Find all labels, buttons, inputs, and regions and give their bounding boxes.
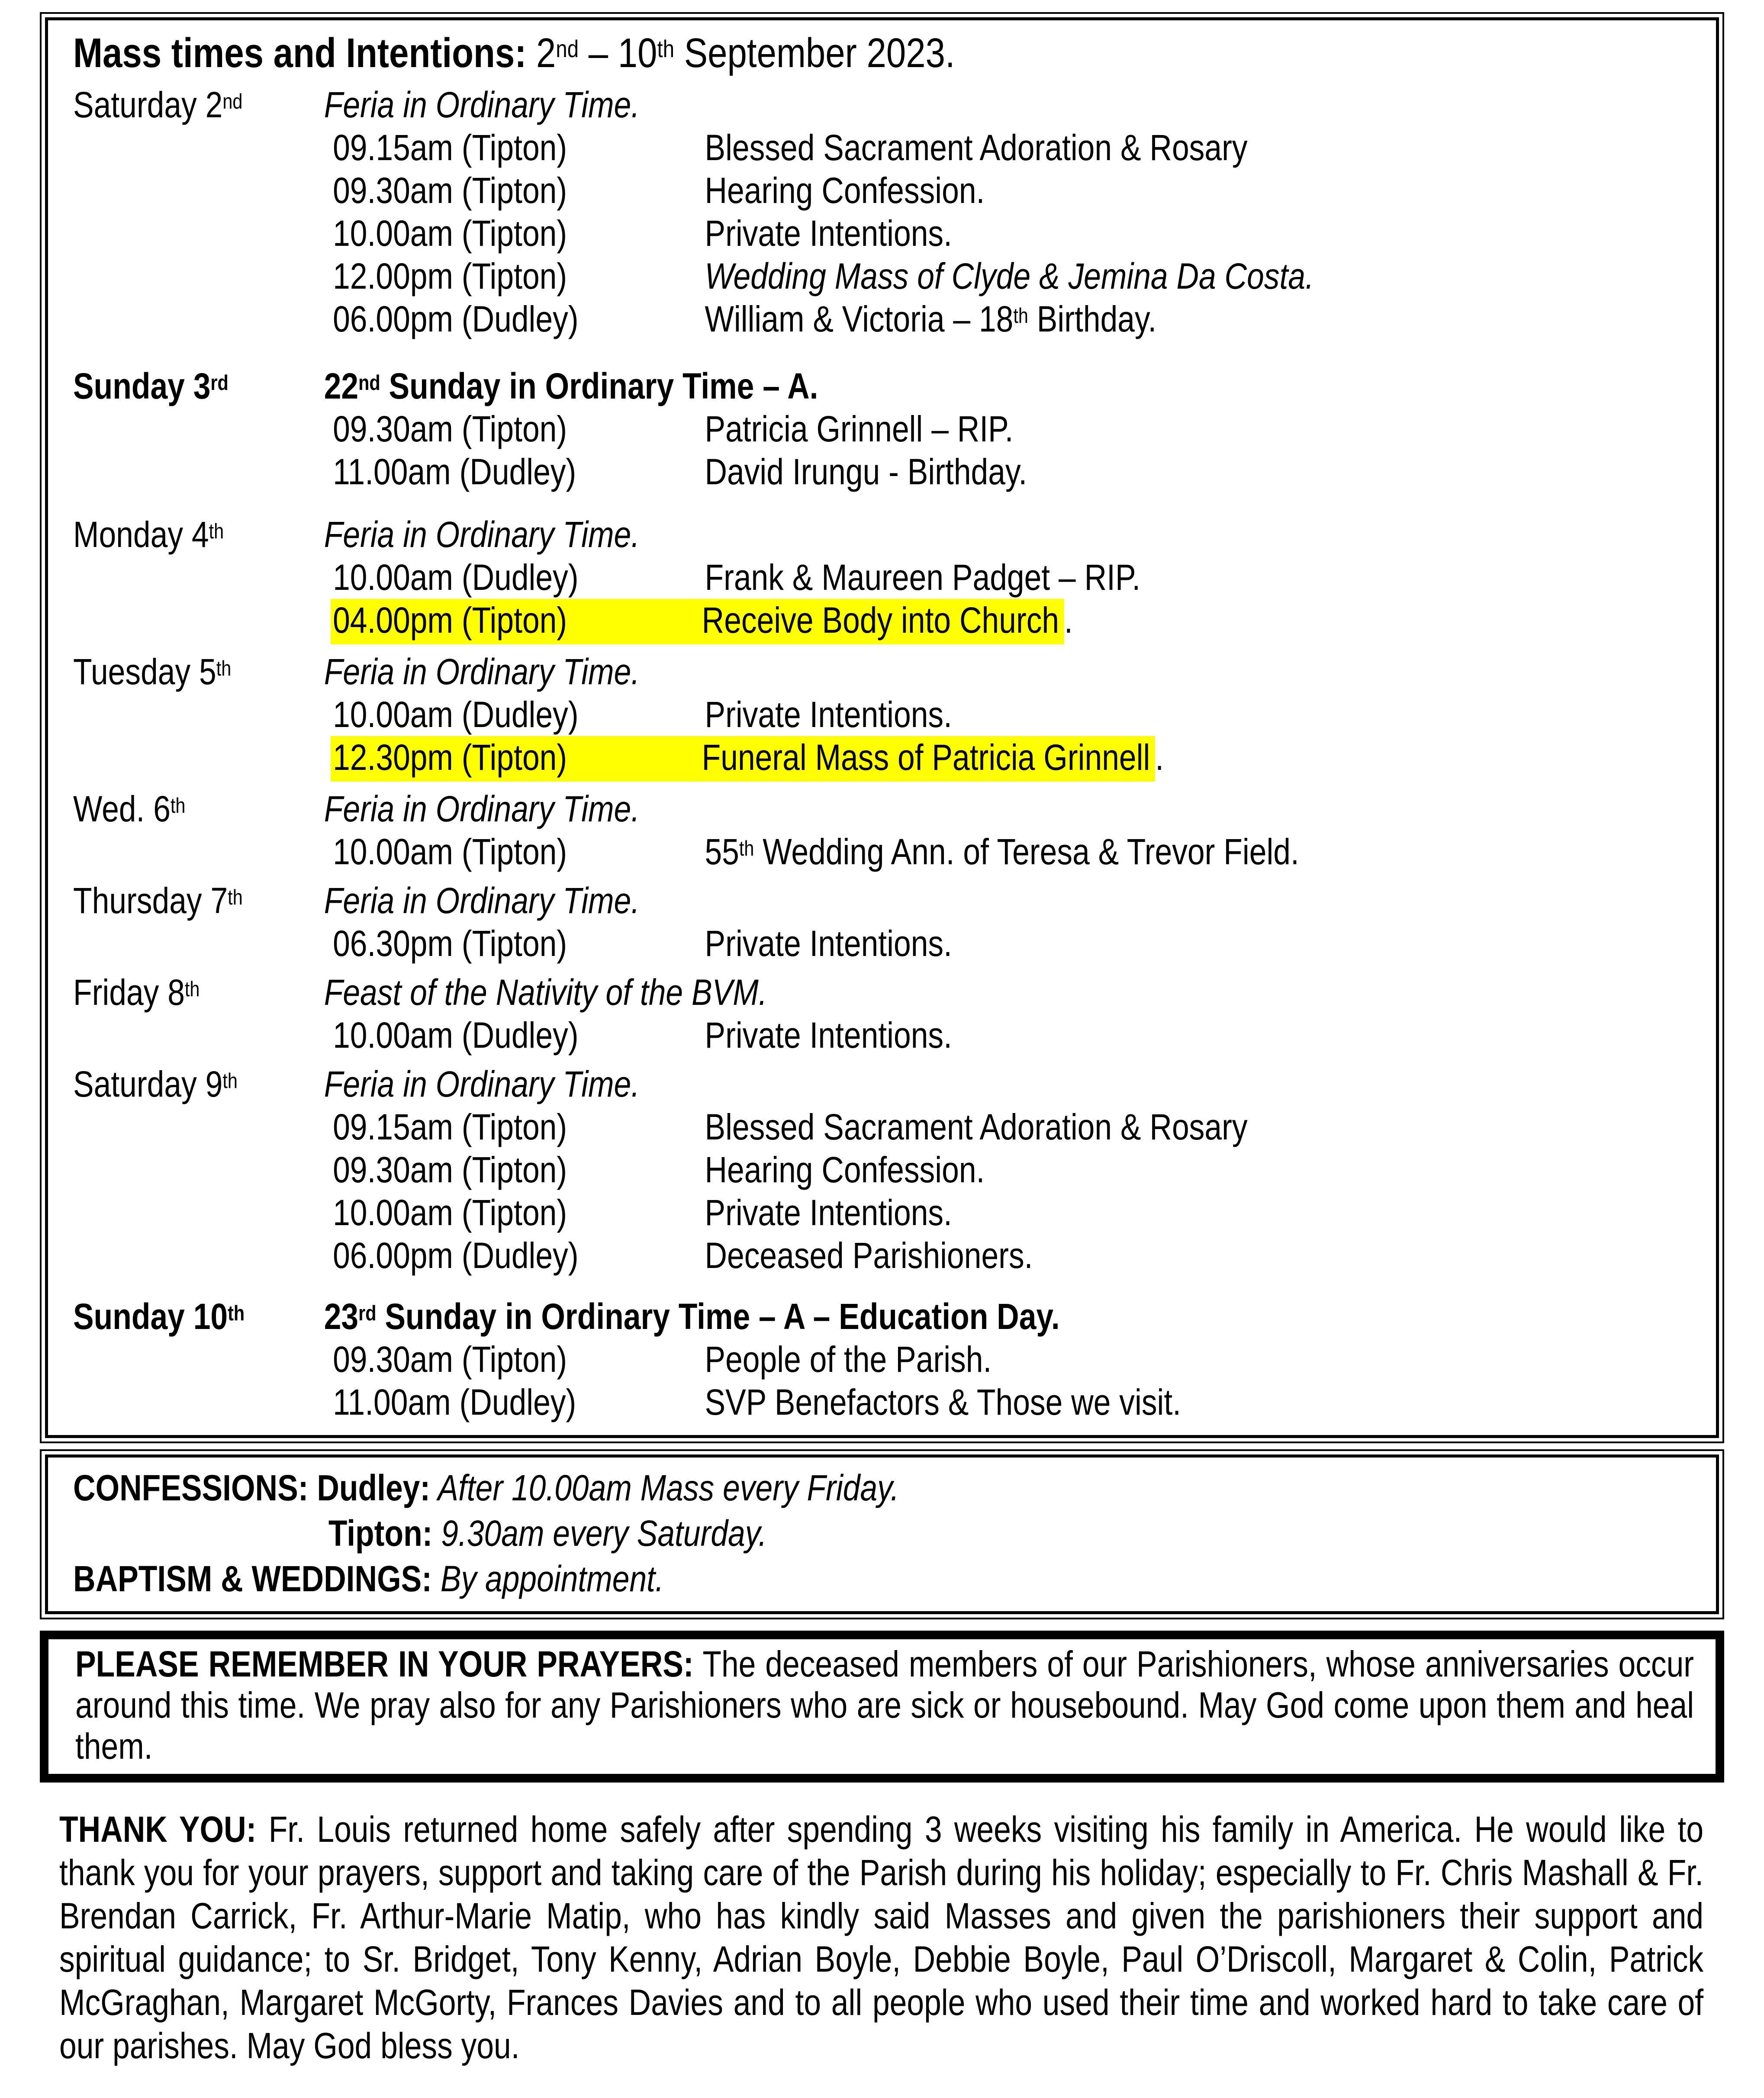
text-segment: Hearing Confession. (705, 1149, 985, 1190)
day-header-row (73, 84, 1700, 126)
text-segment: Tuesday 5 (73, 651, 216, 692)
text-segment: SVP Benefactors & Those we visit. (705, 1382, 1181, 1422)
mass-schedule (73, 84, 1700, 1424)
thank-you-paragraph (59, 1808, 1703, 2067)
mass-time-row (73, 1149, 1700, 1191)
mass-time: 09.30am (Tipton) (333, 1339, 567, 1380)
mass-intention (702, 736, 1150, 779)
mass-time: 11.00am (Dudley) (333, 451, 576, 492)
mass-time: 06.00pm (Dudley) (333, 1235, 579, 1276)
thank-you-label: THANK YOU: (59, 1809, 257, 1850)
text-segment: Mass times and Intentions: (73, 30, 527, 76)
mass-intention (705, 450, 1027, 493)
mass-time: 09.30am (Tipton) (333, 1149, 567, 1190)
mass-time-row (73, 1191, 1700, 1234)
text-segment: Wedding Mass of Clyde & Jemina Da Costa. (705, 256, 1314, 296)
text-segment: Private Intentions. (705, 1015, 952, 1055)
mass-time-row (73, 1106, 1700, 1149)
confessions-box-inner (45, 1454, 1719, 1614)
thank-you-content (59, 1808, 1703, 2067)
text-segment: Receive Body into Church (702, 600, 1059, 640)
text-segment: Saturday 2 (73, 84, 223, 125)
mass-time: 10.00am (Tipton) (333, 831, 567, 872)
mass-time-row (73, 169, 1700, 212)
feast-title (324, 650, 640, 693)
day-label (73, 513, 324, 556)
mass-time: 09.30am (Tipton) (333, 170, 567, 211)
text-segment: Feast of the Nativity of the BVM. (324, 972, 767, 1013)
feast-title (324, 513, 640, 556)
day-label (73, 650, 324, 693)
prayers-body: The deceased members of our Parishioners, whose anniversaries occur around this time. We pray also for any Parishioners who are sick or housebound. May God come upon them and heal them. (75, 1644, 1694, 1767)
highlight-tail-period: . (1155, 737, 1164, 778)
text-segment: Friday 8 (73, 972, 185, 1013)
text-segment: Wedding Ann. of Teresa & Trevor Field. (754, 831, 1299, 872)
ordinal-superscript: th (222, 1069, 238, 1093)
mass-intention (705, 1106, 1247, 1149)
confessions-line-dudley (73, 1465, 1700, 1511)
ordinal-superscript: th (1013, 304, 1028, 328)
baptism-weddings-line (73, 1556, 1700, 1602)
day-header-row (73, 788, 1700, 830)
mass-times-box (40, 12, 1724, 1443)
text-segment: Thursday 7 (73, 880, 228, 921)
highlight-tail-period: . (1064, 600, 1073, 640)
mass-intention (702, 599, 1059, 642)
baptism-weddings-label: BAPTISM & WEDDINGS: (73, 1558, 432, 1599)
text-segment: Feria in Ordinary Time. (324, 514, 640, 555)
day-label (73, 1063, 324, 1106)
mass-time: 12.00pm (Tipton) (333, 256, 567, 296)
mass-time-row (73, 212, 1700, 255)
ordinal-superscript: nd (556, 35, 579, 62)
day-label (73, 971, 324, 1014)
mass-time-row (73, 408, 1700, 450)
schedule-day-group (73, 879, 1700, 965)
mass-intention (705, 1014, 952, 1057)
day-header-row (73, 971, 1700, 1014)
feast-title (324, 1295, 1060, 1338)
thank-you-section (40, 1808, 1724, 2067)
text-segment: 23 (324, 1296, 359, 1337)
ordinal-superscript: rd (210, 371, 229, 395)
confessions-line-tipton (73, 1511, 1700, 1556)
day-label (73, 879, 324, 922)
mass-time-row (73, 255, 1700, 298)
text-segment: Patricia Grinnell – RIP. (705, 409, 1014, 449)
confessions-box (40, 1449, 1724, 1619)
mass-intention (705, 1191, 952, 1234)
mass-time-row (73, 736, 1700, 782)
mass-time: 06.30pm (Tipton) (333, 923, 567, 964)
prayers-label: PLEASE REMEMBER IN YOUR PRAYERS: (75, 1644, 694, 1684)
prayers-box (40, 1631, 1724, 1783)
ordinal-superscript: th (170, 794, 186, 817)
mass-time-row (73, 830, 1700, 873)
ordinal-superscript: th (739, 837, 754, 860)
mass-intention (705, 693, 952, 736)
text-segment: Sunday in Ordinary Time – A – Education Day. (376, 1296, 1060, 1337)
text-segment: Private Intentions. (705, 213, 952, 254)
day-header-row (73, 879, 1700, 922)
text-segment: Sunday in Ordinary Time – A. (380, 366, 818, 406)
text-segment: Saturday 9 (73, 1064, 223, 1104)
feast-title (324, 365, 818, 408)
mass-times-box-inner (45, 17, 1719, 1438)
feast-title (324, 1063, 640, 1106)
mass-time: 04.00pm (Tipton) (333, 600, 567, 640)
schedule-day-group (73, 1063, 1700, 1277)
text-segment: Frank & Maureen Padget – RIP. (705, 557, 1141, 598)
ordinal-superscript: nd (358, 371, 380, 395)
text-segment: Feria in Ordinary Time. (324, 84, 640, 125)
mass-intention (705, 169, 985, 212)
thank-you-body: Fr. Louis returned home safely after spending 3 weeks visiting his family in America. He would like to thank you for your prayers, support and taking care of the Parish during his holiday; especially to Fr. Chris Mashall & Fr. Brendan Carrick, Fr. Arthur-Marie Matip, who has kindly said Masses and given the parishioners their support and spiritual guidance; to Sr. Bridget, Tony Kenny, Adrian Boyle, Debbie Boyle, Paul O’Driscoll, Margaret & Colin, Patrick McGraghan, Margaret McGorty, Frances Davies and to all people who used their time and worked hard to take care of our parishes. May God bless you. (59, 1809, 1704, 2066)
ordinal-superscript: th (228, 1301, 245, 1325)
mass-time-row (73, 693, 1700, 736)
text-segment: Blessed Sacrament Adoration & Rosary (705, 1107, 1248, 1147)
mass-intention (705, 298, 1156, 341)
mass-intention (705, 1234, 1033, 1277)
day-header-row (73, 513, 1700, 556)
text-segment: Funeral Mass of Patricia Grinnell (702, 737, 1150, 778)
baptism-weddings-value: By appointment. (432, 1558, 664, 1599)
mass-time-row (73, 1338, 1700, 1381)
text-segment: Feria in Ordinary Time. (324, 788, 640, 829)
mass-time-row (73, 556, 1700, 599)
mass-intention (705, 1149, 985, 1191)
confessions-tipton-time: 9.30am every Saturday. (432, 1513, 767, 1554)
day-header-row (73, 1295, 1700, 1338)
text-segment: September 2023. (674, 30, 955, 76)
prayers-paragraph (75, 1644, 1694, 1767)
mass-time-row (73, 1234, 1700, 1277)
ordinal-superscript: th (209, 519, 224, 543)
mass-time-row (73, 126, 1700, 169)
mass-time: 06.00pm (Dudley) (333, 299, 579, 339)
mass-intention (705, 212, 952, 255)
mass-time-row (73, 450, 1700, 493)
mass-intention (705, 922, 952, 965)
mass-time-row (73, 599, 1700, 644)
feast-title (324, 84, 640, 126)
schedule-day-group (73, 650, 1700, 782)
text-segment: People of the Parish. (705, 1339, 992, 1380)
mass-time-row (73, 298, 1700, 341)
ordinal-superscript: rd (358, 1301, 377, 1325)
ordinal-superscript: nd (222, 90, 243, 113)
text-segment: 55 (705, 831, 739, 872)
text-segment: – 10 (579, 30, 657, 76)
text-segment: Birthday. (1028, 299, 1157, 339)
mass-intention (705, 255, 1313, 298)
feast-title (324, 788, 640, 830)
text-segment: 2 (526, 30, 556, 76)
text-segment: Wed. 6 (73, 788, 171, 829)
mass-time: 10.00am (Dudley) (333, 1015, 579, 1055)
ordinal-superscript: th (216, 656, 232, 680)
text-segment: 22 (324, 366, 359, 406)
mass-time-row (73, 1381, 1700, 1424)
mass-time: 12.30pm (Tipton) (333, 737, 567, 778)
confessions-content (73, 1465, 1700, 1602)
text-segment: William & Victoria – 18 (705, 299, 1014, 339)
schedule-day-group (73, 513, 1700, 644)
confessions-label: CONFESSIONS: Dudley: (73, 1467, 431, 1508)
mass-time: 09.15am (Tipton) (333, 1107, 567, 1147)
text-segment: Sunday 10 (73, 1296, 228, 1337)
text-segment: Blessed Sacrament Adoration & Rosary (705, 127, 1248, 168)
day-header-row (73, 365, 1700, 408)
schedule-day-group (73, 971, 1700, 1057)
mass-intention (705, 1381, 1181, 1424)
text-segment: Feria in Ordinary Time. (324, 1064, 640, 1104)
mass-intention (705, 556, 1140, 599)
mass-time: 09.15am (Tipton) (333, 127, 567, 168)
mass-time: 10.00am (Dudley) (333, 557, 579, 598)
mass-time: 10.00am (Tipton) (333, 1192, 567, 1233)
text-segment: Private Intentions. (705, 694, 952, 735)
mass-time: 09.30am (Tipton) (333, 409, 567, 449)
mass-times-content (73, 26, 1700, 1424)
prayers-content (75, 1644, 1694, 1767)
day-label (73, 1295, 324, 1338)
highlighted-entry (331, 599, 1064, 644)
text-segment: Feria in Ordinary Time. (324, 880, 640, 921)
schedule-day-group (73, 788, 1700, 873)
ordinal-superscript: th (657, 35, 675, 62)
text-segment: Feria in Ordinary Time. (324, 651, 640, 692)
mass-intention (705, 408, 1013, 450)
ordinal-superscript: th (228, 885, 243, 909)
day-header-row (73, 1063, 1700, 1106)
tipton-label: Tipton: (328, 1513, 433, 1554)
mass-time-row (73, 1014, 1700, 1057)
feast-title (324, 971, 767, 1014)
mass-intention (705, 126, 1247, 169)
day-header-row (73, 650, 1700, 693)
text-segment: Sunday 3 (73, 366, 211, 406)
text-segment: Private Intentions. (705, 1192, 952, 1233)
highlighted-entry (331, 736, 1155, 782)
schedule-day-group (73, 84, 1700, 341)
day-label (73, 788, 324, 830)
ordinal-superscript: th (184, 977, 200, 1001)
mass-intention (705, 1338, 991, 1381)
day-label (73, 365, 324, 408)
day-label (73, 84, 324, 126)
text-segment: Deceased Parishioners. (705, 1235, 1033, 1276)
schedule-day-group (73, 1295, 1700, 1424)
mass-time-row (73, 922, 1700, 965)
feast-title (324, 879, 640, 922)
mass-time: 10.00am (Dudley) (333, 694, 579, 735)
mass-time: 10.00am (Tipton) (333, 213, 567, 254)
schedule-day-group (73, 365, 1700, 493)
text-segment: Private Intentions. (705, 923, 952, 964)
page-title (73, 26, 1700, 80)
mass-intention (705, 830, 1299, 873)
text-segment: Monday 4 (73, 514, 209, 555)
mass-time: 11.00am (Dudley) (333, 1382, 576, 1422)
confessions-dudley-time: After 10.00am Mass every Friday. (430, 1467, 899, 1508)
text-segment: Hearing Confession. (705, 170, 985, 211)
text-segment: David Irungu - Birthday. (705, 451, 1027, 492)
